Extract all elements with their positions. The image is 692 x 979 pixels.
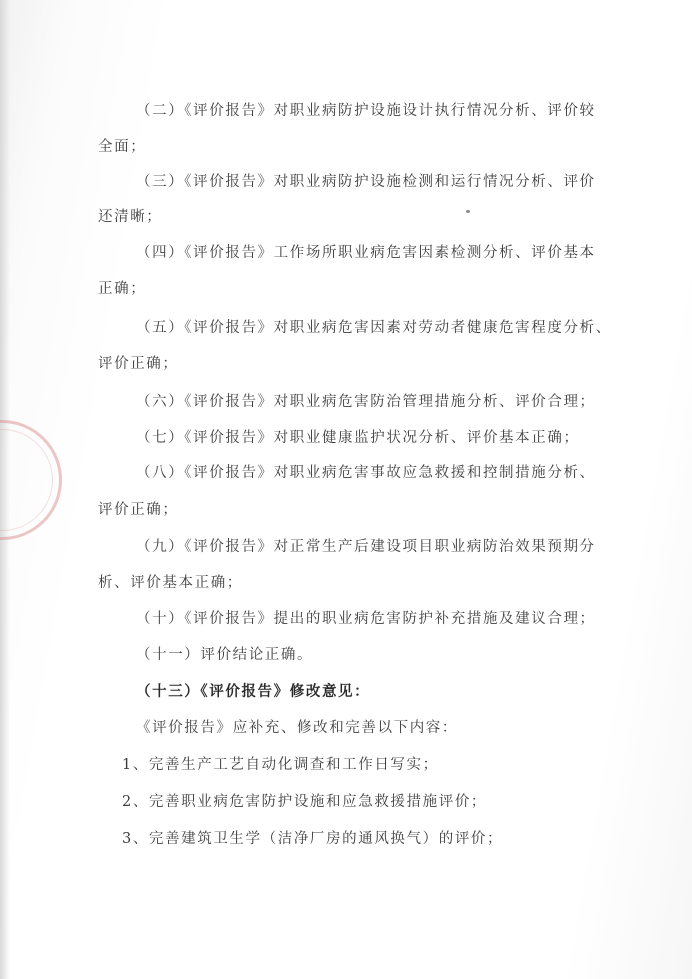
item-3-line-2: 还清晰； (98, 209, 163, 225)
item-10-line: （十）《评价报告》提出的职业病危害防护补充措施及建议合理； (136, 611, 596, 627)
item-8-line-1: （八）《评价报告》对职业病危害事故应急救援和控制措施分析、 (136, 465, 596, 481)
item-2-line-1: （二）《评价报告》对职业病防护设施设计执行情况分析、评价较 (136, 103, 596, 119)
item-5-line-2: 评价正确； (98, 356, 179, 372)
item-11-line: （十一）评价结论正确。 (136, 647, 314, 663)
section-heading: （十三）《评价报告》修改意见： (136, 683, 371, 700)
numbered-item-3: 3、完善建筑卫生学（洁净厂房的通风换气）的评价； (122, 831, 504, 847)
item-2-line-2: 全面； (98, 139, 147, 155)
numbered-item-2: 2、完善职业病危害防护设施和应急救援措施评价； (122, 794, 488, 810)
item-4-line-2: 正确； (98, 281, 147, 297)
item-8-line-2: 评价正确； (98, 502, 179, 518)
item-9-line-2: 析、评价基本正确； (98, 575, 243, 591)
scan-speck (466, 210, 470, 213)
red-seal-inner-ring (0, 429, 53, 531)
red-seal-stamp (0, 420, 62, 540)
item-4-line-1: （四）《评价报告》工作场所职业病危害因素检测分析、评价基本 (136, 245, 596, 261)
item-3-line-1: （三）《评价报告》对职业病防护设施检测和运行情况分析、评价 (136, 174, 596, 190)
item-5-line-1: （五）《评价报告》对职业病危害因素对劳动者健康危害程度分析、 (136, 320, 612, 336)
item-7-line: （七）《评价报告》对职业健康监护状况分析、评价基本正确； (136, 430, 580, 446)
intro-line: 《评价报告》应补充、修改和完善以下内容： (136, 720, 458, 736)
numbered-item-1: 1、完善生产工艺自动化调查和工作日写实； (122, 757, 439, 773)
item-6-line: （六）《评价报告》对职业病危害防治管理措施分析、评价合理； (136, 394, 596, 410)
item-9-line-1: （九）《评价报告》对正常生产后建设项目职业病防治效果预期分 (136, 539, 596, 555)
